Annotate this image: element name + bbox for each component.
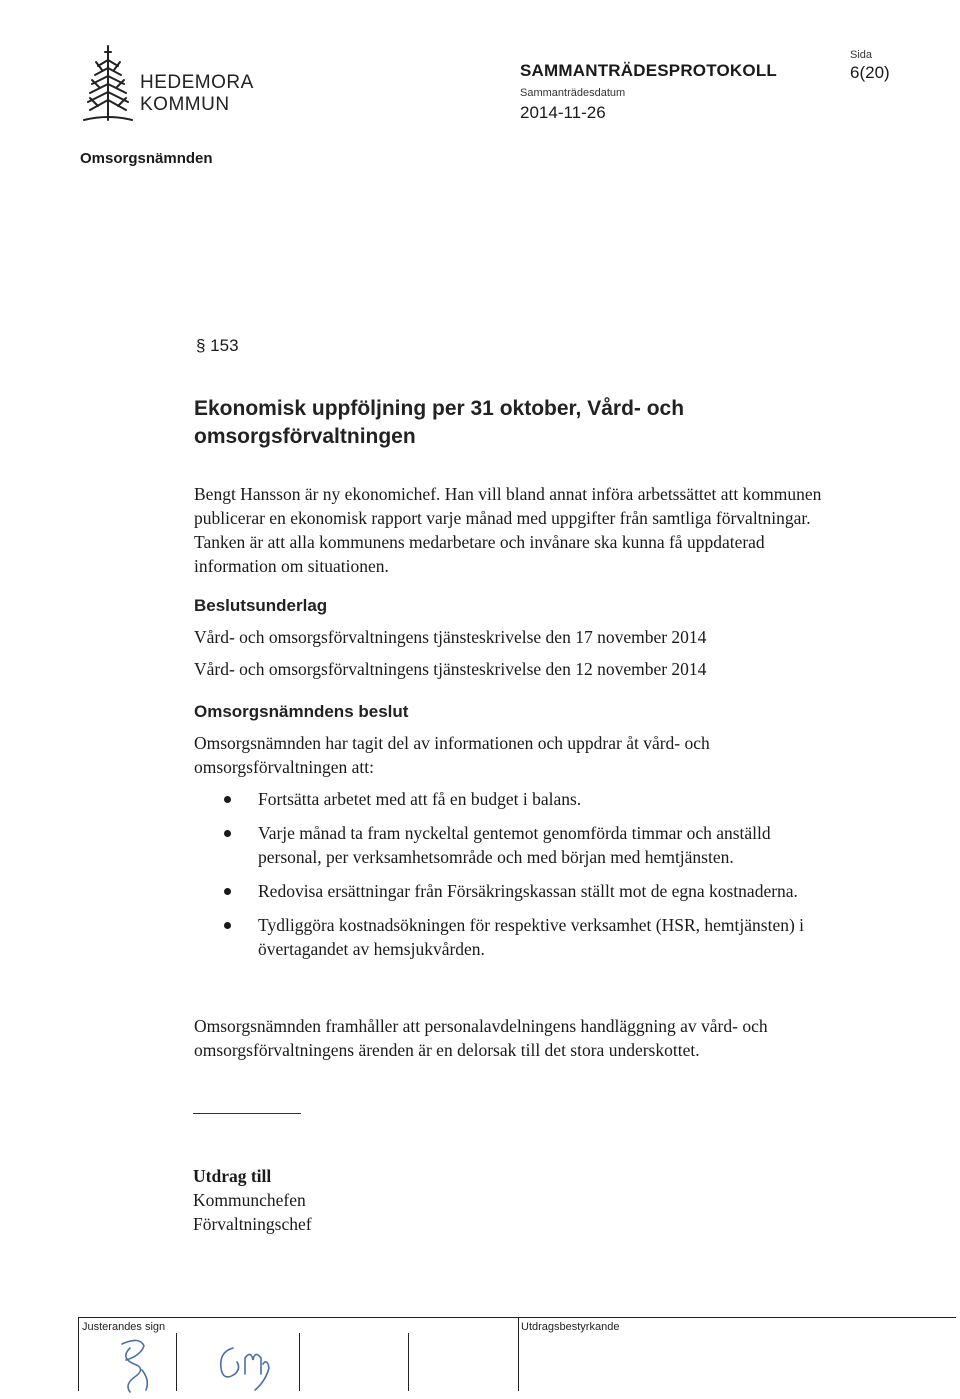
document-type: SAMMANTRÄDESPROTOKOLL <box>520 61 777 80</box>
decision-item: Fortsätta arbetet med att få en budget i balans. <box>194 787 834 811</box>
decision-list <box>194 787 834 961</box>
signatures-label: Justerandes sign <box>82 1321 166 1333</box>
committee-name: Omsorgsnämnden <box>80 150 213 167</box>
decision-item: Tydliggöra kostnadsökningen för respektive verksamhet (HSR, hemtjänsten) i övertagandet av hemsjukvården. <box>194 913 834 961</box>
basis-heading: Beslutsunderlag <box>194 596 328 615</box>
certification-label: Utdragsbestyrkande <box>521 1321 620 1333</box>
footer-divider <box>518 1317 519 1391</box>
tree-logo-icon <box>78 40 138 130</box>
page-number: 6(20) <box>850 63 890 82</box>
paragraph-number: § 153 <box>196 336 239 355</box>
meeting-date-label: Sammanträdesdatum <box>520 87 626 99</box>
footer-border <box>78 1317 956 1318</box>
municipality-logo <box>78 40 268 130</box>
intro-paragraph: Bengt Hansson är ny ekonomichef. Han vill bland annat införa arbetssättet att kommunen publicerar en ekonomisk rapport varje månad med uppgifter från samtliga förvaltningar. Tanken är att alla kommunens medarbetare och invånare ska kunna få uppdaterad information om situationen. <box>194 484 822 576</box>
decision-item: Redovisa ersättningar från Försäkringskassan ställt mot de egna kostnaderna. <box>194 879 834 903</box>
footer-divider <box>78 1317 79 1391</box>
footer-divider <box>299 1333 300 1391</box>
footer-divider <box>408 1333 409 1391</box>
extract-recipient: Förvaltningschef <box>193 1214 312 1234</box>
decision-item: Varje månad ta fram nyckeltal gentemot genomförda timmar och anställd personal, per verksamhetsområde och med början med hemtjänsten. <box>194 821 834 869</box>
basis-item: Vård- och omsorgsförvaltningens tjänsteskrivelse den 17 november 2014 <box>194 627 707 647</box>
footer-divider <box>176 1333 177 1391</box>
extract-heading: Utdrag till <box>193 1166 272 1186</box>
signature-2 <box>205 1334 285 1394</box>
logo-text-line1: HEDEMORA <box>140 72 254 93</box>
separator-line <box>193 1113 301 1114</box>
signature-1 <box>100 1334 170 1394</box>
logo-text-line2: KOMMUN <box>140 94 230 115</box>
meeting-date: 2014-11-26 <box>520 103 606 122</box>
section-title: Ekonomisk uppföljning per 31 oktober, Vård- och omsorgsförvaltningen <box>194 397 685 448</box>
decision-heading: Omsorgsnämndens beslut <box>194 702 409 721</box>
page-label: Sida <box>850 49 873 61</box>
decision-intro: Omsorgsnämnden har tagit del av informationen och uppdrar åt vård- och omsorgsförvaltningen att: <box>194 733 710 777</box>
closing-paragraph: Omsorgsnämnden framhåller att personalavdelningens handläggning av vård- och omsorgsförvaltningens ärenden är en delorsak till det stora underskottet. <box>194 1016 768 1060</box>
basis-item: Vård- och omsorgsförvaltningens tjänsteskrivelse den 12 november 2014 <box>194 659 707 679</box>
extract-recipient: Kommunchefen <box>193 1190 306 1210</box>
